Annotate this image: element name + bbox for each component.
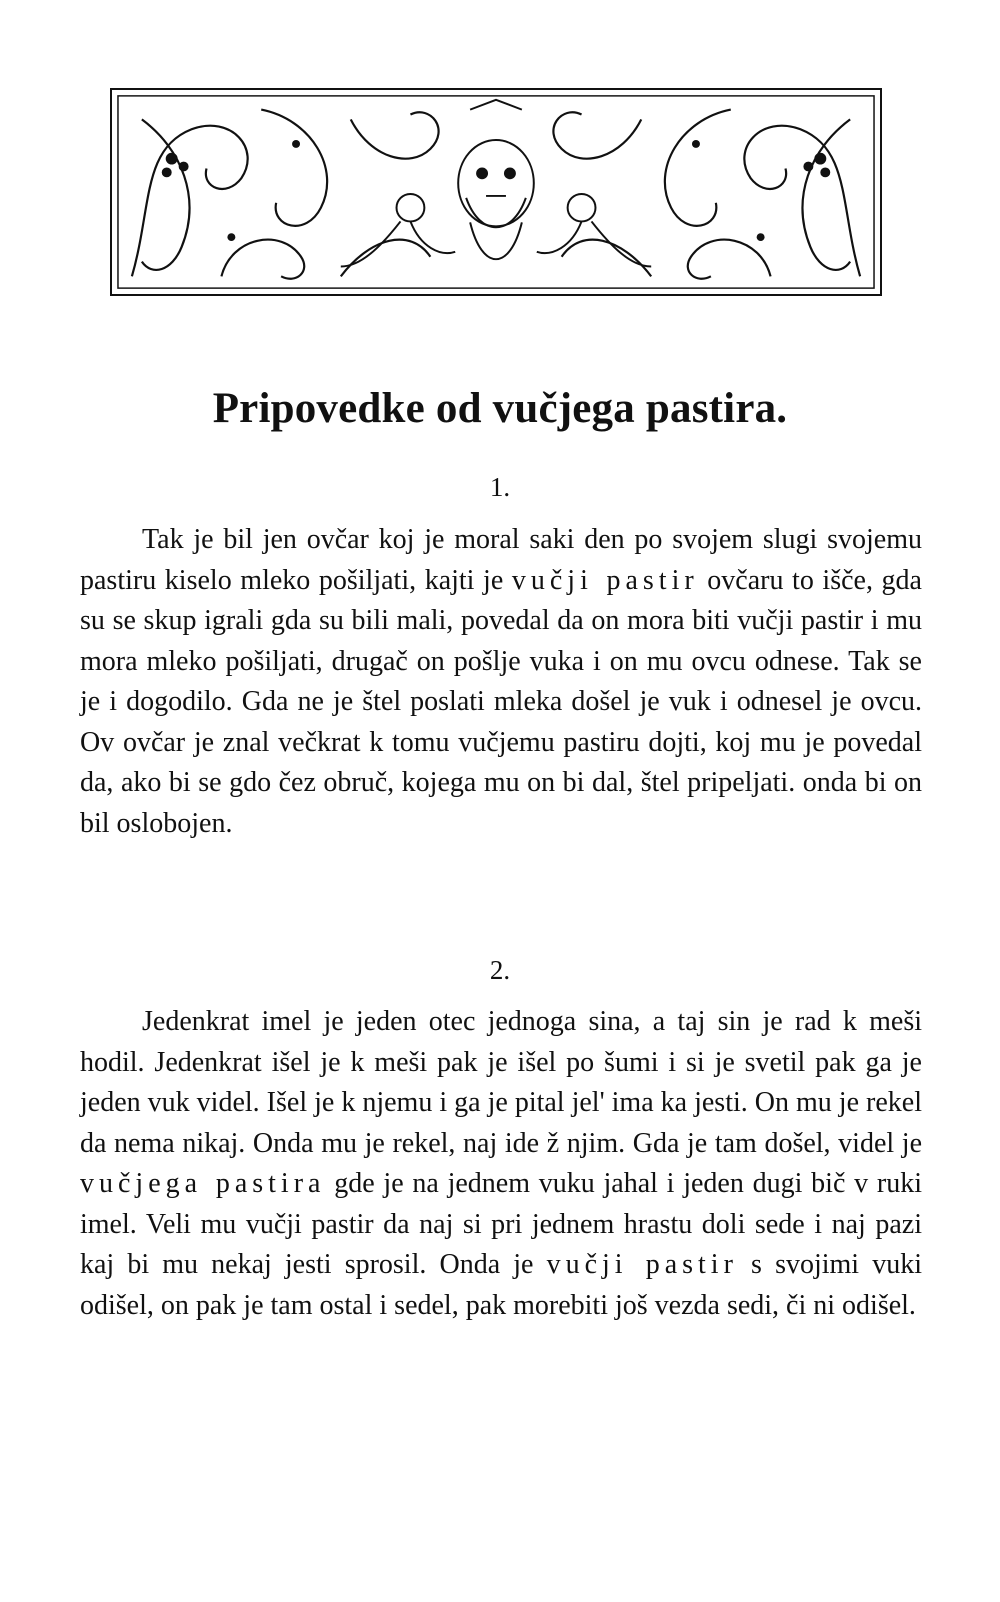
paragraph-text: Jedenkrat imel je jeden otec jednoga sina, a taj sin je rad k meši hodil. Jedenkrat išel je k meši pak je išel po šumi i si je svetil pak ga je jeden vuk videl. Išel je k njemu i ga je pital jel' ima ka jesti. On mu je rekel da nema nikaj. Onda mu je rekel, naj ide ž njim. Gda je tam došel, videl je [80, 1006, 922, 1159]
ornamental-headpiece [110, 88, 882, 296]
paragraph-text: ovčaru to išče, gda su se skup igrali gda su bili mali, povedal da on mora biti vučji pastir i mu mora mleko pošiljati, drugač on pošlje vuka i on mu ovcu odnese. Tak se je i dogodilo. Gda ne je štel poslati mleka došel je vuk i odnesel je ovcu. Ov ovčar je znal večkrat k tomu vučjemu pastiru dojti, koj mu je povedal da, ako bi se gdo čez obruč, kojega mu on bi dal, štel pripeljati. onda bi on bil oslobojen. [80, 564, 922, 839]
section-number: 1. [489, 472, 511, 502]
ornament-illustration [112, 90, 880, 294]
paragraph-text: gde je na jednem vuku jahal i jeden dugi bič v ruki imel. Veli mu vučji pastir da naj si pri jednem hrastu doli sede i naj pazi kaj bi mu nekaj jesti sprosil. Onda je [80, 1168, 922, 1280]
spaced-name-text: vučji pastir [511, 564, 699, 596]
paragraph-text: Tak je bil jen ovčar koj je moral saki den po svojem slugi svojemu pastiru kiselo mleko pošiljati, kajti je [80, 524, 922, 596]
paragraph-text: s svojimi vuki odišel, on pak je tam ostal i sedel, pak morebiti još vezda sedi, či ni odišel. [80, 1249, 922, 1321]
story-paragraph [80, 1002, 922, 1326]
page-title: Pripovedke od vučjega pastira. [212, 385, 788, 432]
section-number: 2. [489, 955, 511, 985]
spaced-name-text: vučji pastir [546, 1249, 738, 1280]
spaced-name-text: vučjega pastira [80, 1168, 326, 1199]
story-paragraph [80, 520, 922, 844]
